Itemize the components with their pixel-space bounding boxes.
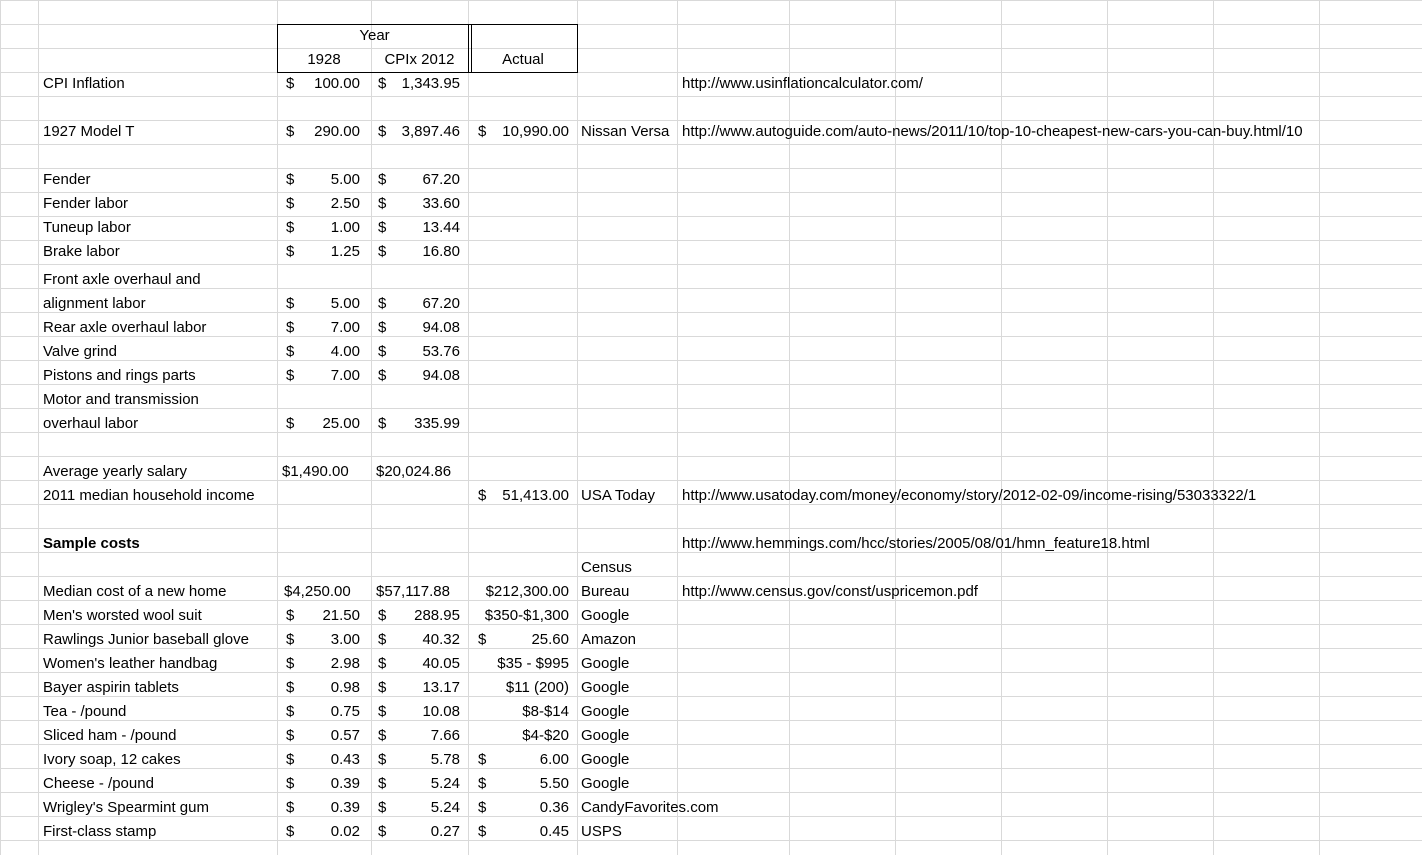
value-1928[interactable]: 0.02 [330, 823, 360, 840]
table-row [0, 652, 1422, 676]
currency-symbol: $ [286, 319, 295, 336]
currency-symbol: $ [478, 751, 487, 768]
value-cpi[interactable]: 5.24 [430, 775, 460, 792]
currency-symbol: $ [286, 679, 295, 696]
value-cpi[interactable]: 13.44 [422, 219, 460, 236]
currency-symbol: $ [478, 487, 487, 504]
value-cpi[interactable]: 7.66 [430, 727, 460, 744]
value-1928[interactable]: 1.00 [330, 219, 360, 236]
currency-symbol: $ [378, 75, 387, 92]
row-label[interactable]: CPI Inflation [43, 75, 125, 92]
table-row [0, 412, 1422, 436]
row-label[interactable]: Tuneup labor [43, 219, 131, 236]
currency-symbol: $ [286, 823, 295, 840]
currency-symbol: $ [378, 751, 387, 768]
table-row [0, 748, 1422, 772]
currency-symbol: $ [378, 823, 387, 840]
row-label[interactable]: Ivory soap, 12 cakes [43, 751, 181, 768]
value-actual[interactable]: 10,990.00 [502, 123, 569, 140]
currency-symbol: $ [286, 775, 295, 792]
value-1928[interactable]: 25.00 [322, 415, 360, 432]
table-row [0, 340, 1422, 364]
currency-symbol: $ [286, 751, 295, 768]
currency-symbol: $ [378, 775, 387, 792]
currency-symbol: $ [286, 243, 295, 260]
value-actual[interactable]: $35 - $995 [497, 655, 569, 672]
table-row [0, 700, 1422, 724]
row-label[interactable]: 1927 Model T [43, 123, 135, 140]
table-row [0, 724, 1422, 748]
currency-symbol: $ [286, 607, 295, 624]
value-cpi[interactable]: 94.08 [422, 367, 460, 384]
source-url[interactable]: http://www.autoguide.com/auto-news/2011/10/top-10-cheapest-new-cars-you-can-buy.html/10 [682, 123, 1303, 140]
value-cpi[interactable]: 1,343.95 [401, 75, 460, 92]
currency-symbol: $ [378, 679, 387, 696]
year-header[interactable]: Year [359, 27, 390, 44]
source-name[interactable]: USPS [581, 823, 622, 840]
value-1928[interactable]: 100.00 [314, 75, 360, 92]
currency-symbol: $ [378, 799, 387, 816]
currency-symbol: $ [378, 123, 387, 140]
source-name[interactable]: Google [581, 727, 630, 744]
currency-symbol: $ [378, 703, 387, 720]
row-label[interactable]: Brake labor [43, 243, 120, 260]
currency-symbol: $ [286, 415, 295, 432]
currency-symbol: $ [378, 243, 387, 260]
source-name-continued[interactable]: Bureau [581, 583, 630, 600]
value-actual[interactable]: 25.60 [531, 631, 569, 648]
table-row [0, 580, 1422, 604]
section-title[interactable]: Sample costs [43, 535, 140, 552]
row-label[interactable]: Pistons and rings parts [43, 367, 196, 384]
table-row [0, 820, 1422, 844]
currency-symbol: $ [478, 631, 487, 648]
row-label[interactable]: Valve grind [43, 343, 117, 360]
value-actual[interactable]: 0.36 [539, 799, 569, 816]
table-row [0, 292, 1422, 316]
row-label[interactable]: Rawlings Junior baseball glove [43, 631, 249, 648]
value-actual[interactable]: $11 (200) [505, 679, 569, 696]
value-cpi[interactable]: 335.99 [414, 415, 460, 432]
currency-symbol: $ [378, 727, 387, 744]
value-1928[interactable]: 290.00 [314, 123, 360, 140]
value-actual[interactable]: 0.45 [539, 823, 569, 840]
value-1928[interactable]: 7.00 [330, 367, 360, 384]
table-row [0, 604, 1422, 628]
currency-symbol: $ [378, 607, 387, 624]
value-1928[interactable]: 7.00 [330, 319, 360, 336]
value-cpi[interactable]: 288.95 [414, 607, 460, 624]
table-row [0, 556, 1422, 580]
value-actual[interactable]: 5.50 [539, 775, 569, 792]
value-1928[interactable]: 2.98 [330, 655, 360, 672]
value-cpi[interactable]: 10.08 [422, 703, 460, 720]
col-actual-header[interactable]: Actual [502, 51, 544, 68]
currency-symbol: $ [478, 123, 487, 140]
value-1928[interactable]: 0.39 [330, 775, 360, 792]
row-label[interactable]: Rear axle overhaul labor [43, 319, 207, 336]
table-row [0, 796, 1422, 820]
currency-symbol: $ [286, 123, 295, 140]
table-row [0, 168, 1422, 192]
value-cpi[interactable]: 94.08 [422, 319, 460, 336]
row-label[interactable]: Front axle overhaul and [43, 271, 201, 288]
table-row [0, 628, 1422, 652]
value-cpi[interactable]: 5.78 [430, 751, 460, 768]
row-label[interactable]: Fender [43, 171, 91, 188]
value-1928[interactable]: 0.98 [330, 679, 360, 696]
currency-symbol: $ [286, 799, 295, 816]
source-name[interactable]: CandyFavorites.com [581, 799, 719, 816]
source-name[interactable]: Google [581, 703, 630, 720]
row-label[interactable]: Wrigley's Spearmint gum [43, 799, 209, 816]
table-row [0, 772, 1422, 796]
value-1928[interactable]: 0.39 [330, 799, 360, 816]
source-name[interactable]: Google [581, 775, 630, 792]
table-row [0, 364, 1422, 388]
value-1928[interactable]: 4.00 [330, 343, 360, 360]
source-name[interactable]: Google [581, 607, 630, 624]
row-label[interactable]: Tea - /pound [43, 703, 127, 720]
row-label[interactable]: 2011 median household income [43, 487, 255, 504]
currency-symbol: $ [378, 319, 387, 336]
row-label[interactable]: Motor and transmission [43, 391, 199, 408]
value-1928[interactable]: 0.57 [330, 727, 360, 744]
currency-symbol: $ [378, 415, 387, 432]
value-1928[interactable]: 0.75 [330, 703, 360, 720]
table-row [0, 216, 1422, 240]
currency-symbol: $ [478, 775, 487, 792]
value-cpi[interactable]: 33.60 [422, 195, 460, 212]
value-1928[interactable]: 5.00 [330, 171, 360, 188]
value-cpi[interactable]: $57,117.88 [376, 583, 450, 600]
value-cpi[interactable]: 53.76 [422, 343, 460, 360]
value-actual[interactable]: $350-$1,300 [484, 607, 569, 624]
value-cpi[interactable]: 40.05 [422, 655, 460, 672]
value-cpi[interactable]: 67.20 [422, 295, 460, 312]
currency-symbol: $ [378, 343, 387, 360]
source-name[interactable]: Google [581, 679, 630, 696]
currency-symbol: $ [378, 295, 387, 312]
table-row [0, 676, 1422, 700]
row-label[interactable]: Cheese - /pound [43, 775, 154, 792]
row-label[interactable]: Fender labor [43, 195, 129, 212]
col-cpi-header[interactable]: CPIx 2012 [384, 51, 455, 68]
currency-symbol: $ [378, 195, 387, 212]
row-label[interactable]: First-class stamp [43, 823, 157, 840]
value-1928[interactable]: 3.00 [330, 631, 360, 648]
value-cpi[interactable]: $20,024.86 [376, 463, 452, 480]
table-row [0, 460, 1422, 484]
currency-symbol: $ [286, 703, 295, 720]
source-url[interactable]: http://www.hemmings.com/hcc/stories/2005/08/01/hmn_feature18.html [682, 535, 1150, 552]
source-name[interactable]: Amazon [581, 631, 637, 648]
source-name[interactable]: Google [581, 751, 630, 768]
source-name[interactable]: Google [581, 655, 630, 672]
currency-symbol: $ [286, 727, 295, 744]
table-row [0, 388, 1422, 412]
currency-symbol: $ [286, 75, 295, 92]
row-label[interactable]: Men's worsted wool suit [43, 607, 202, 624]
value-1928[interactable]: 5.00 [330, 295, 360, 312]
value-1928[interactable]: $4,250.00 [284, 583, 351, 600]
value-actual[interactable]: $8-$14 [522, 703, 569, 720]
currency-symbol: $ [286, 631, 295, 648]
table-row [0, 268, 1422, 292]
currency-symbol: $ [378, 655, 387, 672]
source-url[interactable]: http://www.census.gov/const/uspricemon.pdf [682, 583, 978, 600]
currency-symbol: $ [478, 823, 487, 840]
value-cpi[interactable]: 40.32 [422, 631, 460, 648]
row-label-continued[interactable]: overhaul labor [43, 415, 139, 432]
value-1928[interactable]: 0.43 [330, 751, 360, 768]
value-actual[interactable]: $4-$20 [522, 727, 569, 744]
table-row [0, 72, 1422, 96]
section-header-row [0, 532, 1422, 556]
currency-symbol: $ [378, 219, 387, 236]
currency-symbol: $ [286, 171, 295, 188]
row-label[interactable]: Women's leather handbag [43, 655, 218, 672]
value-cpi[interactable]: 67.20 [422, 171, 460, 188]
row-label[interactable]: Average yearly salary [43, 463, 187, 480]
table-row [0, 316, 1422, 340]
currency-symbol: $ [378, 631, 387, 648]
source-name[interactable]: Census [581, 559, 632, 576]
value-cpi[interactable]: 13.17 [422, 679, 460, 696]
col-1928-header[interactable]: 1928 [307, 51, 341, 68]
value-cpi[interactable]: 5.24 [430, 799, 460, 816]
currency-symbol: $ [286, 219, 295, 236]
value-1928[interactable]: $1,490.00 [282, 463, 349, 480]
value-actual[interactable]: 51,413.00 [502, 487, 569, 504]
value-cpi[interactable]: 16.80 [422, 243, 460, 260]
currency-symbol: $ [378, 367, 387, 384]
value-cpi[interactable]: 0.27 [430, 823, 460, 840]
table-row [0, 484, 1422, 508]
value-1928[interactable]: 2.50 [330, 195, 360, 212]
currency-symbol: $ [286, 295, 295, 312]
currency-symbol: $ [286, 195, 295, 212]
source-url[interactable]: http://www.usinflationcalculator.com/ [682, 75, 923, 92]
value-1928[interactable]: 1.25 [330, 243, 360, 260]
currency-symbol: $ [378, 171, 387, 188]
table-row [0, 120, 1422, 144]
header-row-columns [0, 48, 1422, 72]
table-row [0, 240, 1422, 264]
source-name[interactable]: Nissan Versa [581, 123, 670, 140]
currency-symbol: $ [286, 655, 295, 672]
value-actual[interactable]: $212,300.00 [485, 583, 569, 600]
value-actual[interactable]: 6.00 [539, 751, 569, 768]
row-label[interactable]: Median cost of a new home [43, 583, 227, 600]
table-row [0, 192, 1422, 216]
value-cpi[interactable]: 3,897.46 [401, 123, 460, 140]
currency-symbol: $ [478, 799, 487, 816]
row-label[interactable]: Sliced ham - /pound [43, 727, 177, 744]
currency-symbol: $ [286, 367, 295, 384]
header-row-year [0, 24, 1422, 48]
value-1928[interactable]: 21.50 [322, 607, 360, 624]
source-url[interactable]: http://www.usatoday.com/money/economy/story/2012-02-09/income-rising/53033322/1 [682, 487, 1257, 504]
currency-symbol: $ [286, 343, 295, 360]
source-name[interactable]: USA Today [581, 487, 655, 504]
row-label[interactable]: Bayer aspirin tablets [43, 679, 179, 696]
row-label-continued[interactable]: alignment labor [43, 295, 146, 312]
